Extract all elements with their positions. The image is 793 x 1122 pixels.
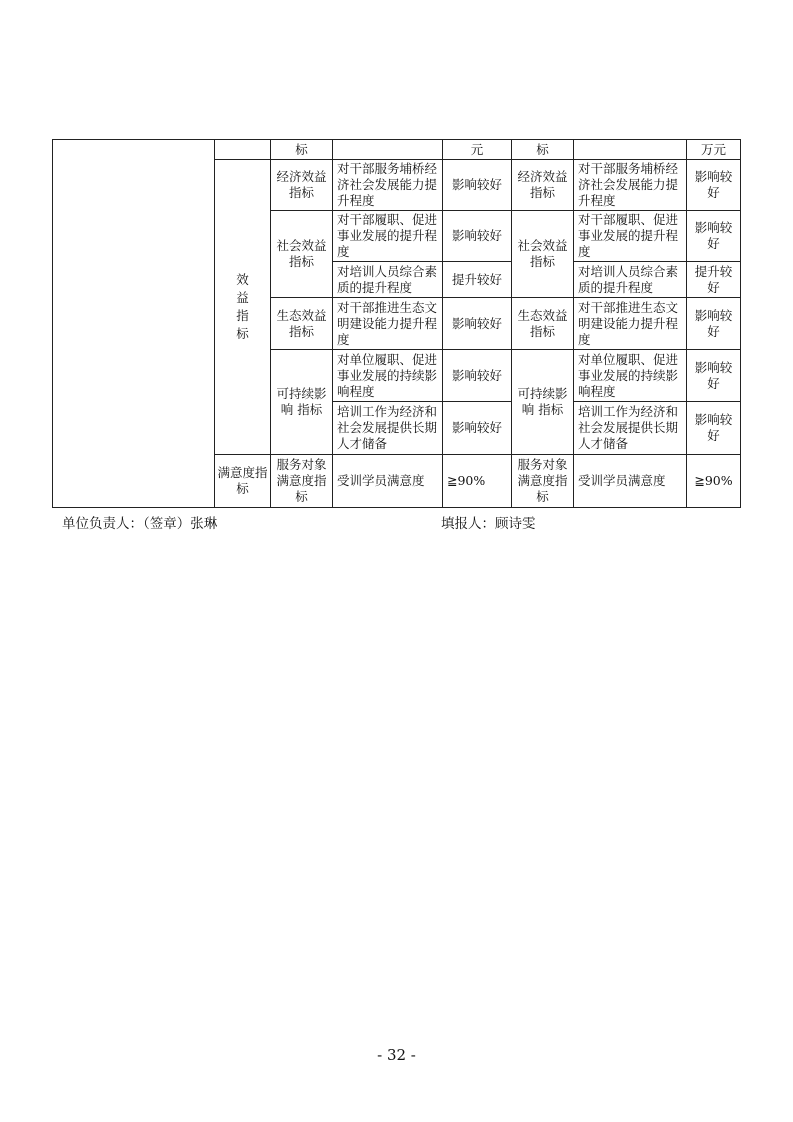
- performance-indicator-table: [52, 139, 741, 508]
- indicator-cell: 对单位履职、促进事业发展的持续影响程度: [574, 350, 687, 402]
- category-cell: 经济效益 指标: [271, 160, 333, 211]
- indicator-cell: 对培训人员综合素质的提升程度: [574, 262, 687, 298]
- category-cell: 生态效益 指标: [512, 298, 574, 350]
- value-cell: 影响较好: [443, 298, 512, 350]
- indicator-cell: 对干部服务埔桥经济社会发展能力提升程度: [574, 160, 687, 211]
- table-cell: 标: [512, 140, 574, 160]
- value-cell: 影响较好: [443, 350, 512, 402]
- value-cell: 影响较好: [687, 211, 741, 262]
- value-cell: 影响较好: [687, 350, 741, 402]
- page-number: - 32 -: [377, 1046, 416, 1064]
- indicator-cell: 对干部履职、促进事业发展的提升程度: [574, 211, 687, 262]
- category-cell: 经济效益 指标: [512, 160, 574, 211]
- category-cell: 可持续影响 指标: [512, 350, 574, 455]
- value-cell: 影响较好: [687, 402, 741, 455]
- value-cell: ≧90%: [687, 455, 741, 508]
- value-cell: ≧90%: [443, 455, 512, 508]
- category-cell: 服务对象 满意度指标: [512, 455, 574, 508]
- value-cell: 影响较好: [443, 402, 512, 455]
- value-cell: 影响较好: [443, 211, 512, 262]
- effect-indicator-group: 效 益 指 标: [215, 160, 271, 455]
- responsible-person-label: 单位负责人：（签章）张琳: [62, 516, 218, 532]
- category-cell: 服务对象 满意度指标: [271, 455, 333, 508]
- table-cell: 标: [271, 140, 333, 160]
- category-cell: 生态效益 指标: [271, 298, 333, 350]
- value-cell: 影响较好: [443, 160, 512, 211]
- table-cell: 万元: [687, 140, 741, 160]
- indicator-cell: 对单位履职、促进事业发展的持续影响程度: [333, 350, 443, 402]
- table-cell: [215, 140, 271, 160]
- indicator-cell: 对干部推进生态文明建设能力提升程度: [333, 298, 443, 350]
- value-cell: 影响较好: [687, 160, 741, 211]
- satisfaction-group: 满意度指标: [215, 455, 271, 508]
- value-cell: 提升较好: [687, 262, 741, 298]
- indicator-cell: 对干部服务埔桥经济社会发展能力提升程度: [333, 160, 443, 211]
- indicator-cell: 对干部履职、促进事业发展的提升程度: [333, 211, 443, 262]
- indicator-cell: 对干部推进生态文明建设能力提升程度: [574, 298, 687, 350]
- category-cell: 社会效益 指标: [271, 211, 333, 298]
- table-cell: [574, 140, 687, 160]
- filler-label: 填报人：顾诗雯: [441, 516, 536, 532]
- value-cell: 提升较好: [443, 262, 512, 298]
- indicator-cell: 培训工作为经济和社会发展提供长期人才储备: [333, 402, 443, 455]
- table-cell: 元: [443, 140, 512, 160]
- table-row: [53, 140, 741, 160]
- indicator-cell: 受训学员满意度: [574, 455, 687, 508]
- indicator-cell: 对培训人员综合素质的提升程度: [333, 262, 443, 298]
- indicator-cell: 受训学员满意度: [333, 455, 443, 508]
- category-cell: 可持续影响 指标: [271, 350, 333, 455]
- blank-left-column: [53, 140, 215, 508]
- value-cell: 影响较好: [687, 298, 741, 350]
- indicator-cell: 培训工作为经济和社会发展提供长期人才储备: [574, 402, 687, 455]
- category-cell: 社会效益 指标: [512, 211, 574, 298]
- table-cell: [333, 140, 443, 160]
